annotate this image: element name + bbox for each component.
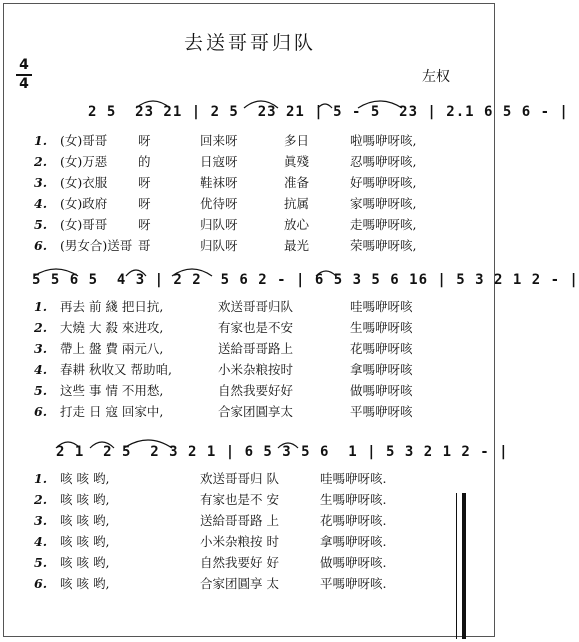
- lyric-cell: 家嗎咿呀咳,: [350, 196, 417, 211]
- section1-lyrics: [34, 130, 416, 256]
- lyric-cell: 合家团圓享太: [218, 404, 294, 419]
- lyric-cell: 花嗎咿呀咳: [350, 341, 413, 356]
- lyric-cell: 再去 前 綫 把日抗,: [60, 299, 164, 314]
- verse-number: 4.: [34, 534, 48, 549]
- verse-number: 4.: [34, 196, 48, 211]
- lyric-cell: 哥: [138, 238, 151, 253]
- lyric-cell: 生嗎咿呀咳.: [320, 492, 387, 507]
- section2-lyrics: [34, 296, 413, 422]
- song-title: 去送哥哥归队: [183, 32, 316, 54]
- lyric-cell: 送給哥哥路 上: [200, 513, 279, 528]
- lyric-cell: 哇嗎咿呀咳.: [320, 471, 387, 486]
- lyric-cell: 好嗎咿呀咳,: [350, 175, 417, 190]
- lyric-cell: 哇嗎咿呀咳: [350, 299, 413, 314]
- lyric-cell: 春耕 秋收又 帮助咱,: [60, 362, 172, 377]
- verse-number: 3.: [34, 341, 48, 356]
- lyric-cell: 这些 事 情 不用愁,: [60, 383, 164, 398]
- verse-number: 6.: [34, 404, 48, 419]
- lyric-cell: 归队呀: [200, 238, 238, 253]
- lyric-cell: 荣嗎咿呀咳,: [350, 238, 417, 253]
- verse-number: 3.: [34, 175, 48, 190]
- lyric-line: [34, 552, 386, 573]
- lyric-cell: 归队呀: [200, 217, 238, 232]
- lyric-line: [34, 468, 386, 489]
- lyric-line: [34, 317, 413, 338]
- lyric-line: [34, 296, 413, 317]
- lyric-cell: 抗属: [284, 196, 310, 211]
- lyric-cell: 有家也是不安: [218, 320, 294, 335]
- lyric-cell: 呀: [138, 133, 151, 148]
- lyric-cell: 小米杂粮按时: [218, 362, 294, 377]
- lyric-line: [34, 214, 416, 235]
- verse-number: 5.: [34, 217, 48, 232]
- lyric-cell: (女)万惡: [60, 154, 108, 169]
- lyric-cell: 眞殘: [284, 154, 310, 169]
- lyric-line: [34, 193, 416, 214]
- lyric-cell: 小米杂粮按 时: [200, 534, 279, 549]
- lyric-cell: 多日: [284, 133, 310, 148]
- lyric-cell: 平嗎咿呀咳.: [320, 576, 387, 591]
- lyric-cell: 呀: [138, 175, 151, 190]
- lyric-line: [34, 489, 386, 510]
- verse-number: 5.: [34, 383, 48, 398]
- section2-notation: 5 5 6 5 4 3 | 2 2 5 6 2 - | 6 5 3 5 6 16 | 5 3 2 1 2 - |: [32, 272, 579, 288]
- lyric-cell: 花嗎咿呀咳.: [320, 513, 387, 528]
- lyric-cell: (女)哥哥: [60, 217, 108, 232]
- lyric-line: [34, 573, 386, 594]
- verse-number: 1.: [34, 299, 48, 314]
- lyric-cell: 走嗎咿呀咳,: [350, 217, 417, 232]
- lyric-cell: 鞋袜呀: [200, 175, 238, 190]
- lyric-cell: 打走 日 寇 回家中,: [60, 404, 164, 419]
- lyric-line: [34, 151, 416, 172]
- lyric-line: [34, 531, 386, 552]
- verse-number: 1.: [34, 133, 48, 148]
- lyric-line: [34, 338, 413, 359]
- verse-number: 5.: [34, 555, 48, 570]
- lyric-cell: 咳 咳 哟,: [60, 513, 110, 528]
- lyric-cell: 优待呀: [200, 196, 238, 211]
- lyric-line: [34, 130, 416, 151]
- lyric-cell: 咳 咳 哟,: [60, 492, 110, 507]
- lyric-cell: 放心: [284, 217, 310, 232]
- lyric-cell: 生嗎咿呀咳: [350, 320, 413, 335]
- lyric-cell: 咳 咳 哟,: [60, 534, 110, 549]
- lyric-cell: (女)衣服: [60, 175, 108, 190]
- lyric-cell: 忍嗎咿呀咳,: [350, 154, 417, 169]
- lyric-cell: 咳 咳 哟,: [60, 471, 110, 486]
- verse-number: 2.: [34, 492, 48, 507]
- verse-number: 4.: [34, 362, 48, 377]
- verse-number: 6.: [34, 238, 48, 253]
- lyric-cell: 拿嗎咿呀咳: [350, 362, 413, 377]
- lyric-line: [34, 172, 416, 193]
- lyric-line: [34, 359, 413, 380]
- lyric-line: [34, 380, 413, 401]
- lyric-cell: 自然我要好好: [218, 383, 294, 398]
- section3-lyrics: [34, 468, 386, 594]
- lyric-cell: (男女合)送哥: [60, 238, 133, 253]
- lyric-cell: 做嗎咿呀咳.: [320, 555, 387, 570]
- lyric-cell: 日寇呀: [200, 154, 238, 169]
- lyric-cell: 送給哥哥路上: [218, 341, 294, 356]
- time-signature: [16, 58, 32, 92]
- lyric-cell: (女)政府: [60, 196, 108, 211]
- lyric-cell: 平嗎咿呀咳: [350, 404, 413, 419]
- lyric-cell: 合家团圓享 太: [200, 576, 279, 591]
- lyric-line: [34, 510, 386, 531]
- verse-number: 1.: [34, 471, 48, 486]
- lyric-cell: 最光: [284, 238, 310, 253]
- lyric-cell: 大燒 大 殺 來进攻,: [60, 320, 164, 335]
- lyric-cell: 咳 咳 哟,: [60, 555, 110, 570]
- lyric-cell: 呀: [138, 217, 151, 232]
- lyric-cell: 回来呀: [200, 133, 238, 148]
- lyric-cell: 有家也是不 安: [200, 492, 279, 507]
- verse-number: 3.: [34, 513, 48, 528]
- verse-number: 2.: [34, 154, 48, 169]
- lyric-cell: 欢送哥哥归队: [218, 299, 294, 314]
- verse-number: 2.: [34, 320, 48, 335]
- lyric-line: [34, 401, 413, 422]
- section1-notation: 2 5 23 21 | 2 5 23 21 | 5 - 5 23 | 2.1 6 5 6 - |: [88, 104, 569, 120]
- lyric-cell: 呀: [138, 196, 151, 211]
- song-author: 左权: [422, 69, 450, 85]
- lyric-cell: 的: [138, 154, 151, 169]
- section3-notation: 2 1 2 5 2 3 2 1 | 6 5 3 5 6 1 | 5 3 2 1 2 - |: [56, 444, 509, 460]
- lyric-cell: 咳 咳 哟,: [60, 576, 110, 591]
- lyric-line: [34, 235, 416, 256]
- time-signature-bottom: 4: [19, 76, 29, 92]
- time-signature-top: 4: [19, 57, 29, 73]
- lyric-cell: 欢送哥哥归 队: [200, 471, 279, 486]
- lyric-cell: 准备: [284, 175, 310, 190]
- lyric-cell: 拿嗎咿呀咳.: [320, 534, 387, 549]
- verse-number: 6.: [34, 576, 48, 591]
- lyric-cell: 做嗎咿呀咳: [350, 383, 413, 398]
- lyric-cell: 帶上 盤 費 兩元八,: [60, 341, 164, 356]
- lyric-cell: 自然我要好 好: [200, 555, 279, 570]
- lyric-cell: (女)哥哥: [60, 133, 108, 148]
- lyric-cell: 啦嗎咿呀咳,: [350, 133, 417, 148]
- final-barline: [456, 493, 466, 639]
